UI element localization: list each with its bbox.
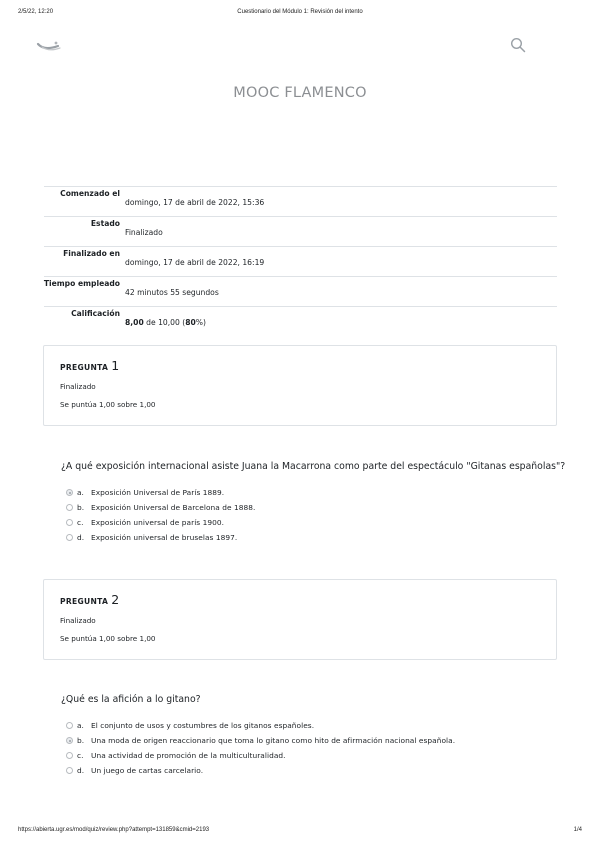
- started-label: Comenzado el: [60, 189, 120, 198]
- course-title: MOOC FLAMENCO: [233, 85, 367, 101]
- answer-text: Exposición universal de bruselas 1897.: [91, 533, 238, 542]
- finished-value: domingo, 17 de abril de 2022, 16:19: [125, 258, 265, 267]
- answer-text: Un juego de cartas carcelario.: [91, 766, 204, 775]
- answer-letter: a.: [77, 488, 84, 497]
- answer-text: Exposición Universal de Barcelona de 1888.: [91, 503, 256, 512]
- print-header: [18, 9, 582, 19]
- summary-row-started: [44, 187, 557, 217]
- question-label: PREGUNTA: [60, 597, 109, 606]
- question-info-box: [43, 345, 557, 426]
- answer-letter: d.: [77, 533, 85, 542]
- started-value: domingo, 17 de abril de 2022, 15:36: [125, 198, 265, 207]
- radio-button[interactable]: [66, 534, 73, 541]
- search-icon[interactable]: [510, 37, 526, 53]
- answer-letter: b.: [77, 736, 85, 745]
- question-text: ¿A qué exposición internacional asiste Juana la Macarrona como parte del espectáculo "Gitanas españolas"?: [61, 461, 566, 472]
- answer-text: Una moda de origen reaccionario que toma lo gitano como hito de afirmación nacional española.: [91, 736, 456, 745]
- question-number: [60, 592, 120, 607]
- summary-row-time: [44, 277, 557, 307]
- answer-letter: c.: [77, 751, 84, 760]
- attempt-summary-table: [44, 186, 557, 337]
- finished-label: Finalizado en: [63, 249, 120, 258]
- radio-button[interactable]: [66, 519, 73, 526]
- question-grade: Se puntúa 1,00 sobre 1,00: [60, 634, 156, 643]
- state-label: Estado: [90, 219, 120, 228]
- summary-row-state: [44, 217, 557, 247]
- grade-score: 8,00: [125, 318, 144, 327]
- question-state: Finalizado: [60, 382, 96, 391]
- print-title: Cuestionario del Módulo 1: Revisión del intento: [237, 9, 363, 15]
- state-value: Finalizado: [125, 228, 163, 237]
- grade-mid: de 10,00 (: [143, 318, 186, 327]
- time-value: 42 minutos 55 segundos: [125, 288, 219, 297]
- answer-letter: c.: [77, 518, 84, 527]
- question-number: [60, 358, 120, 373]
- answer-text: Una actividad de promoción de la multiculturalidad.: [91, 751, 286, 760]
- radio-button[interactable]: [66, 752, 73, 759]
- question-num: 1: [111, 358, 120, 373]
- answer-text: Exposición universal de parís 1900.: [91, 518, 225, 527]
- answer-letter: b.: [77, 503, 85, 512]
- radio-button[interactable]: [66, 722, 73, 729]
- question-state: Finalizado: [60, 616, 96, 625]
- answer-letter: d.: [77, 766, 85, 775]
- print-url: https://abierta.ugr.es/mod/quiz/review.php?attempt=131859&cmid=2193: [18, 827, 210, 833]
- grade-end: %): [195, 318, 206, 327]
- grade-percent: 80: [185, 318, 196, 327]
- print-date: 2/5/22, 12:20: [18, 9, 54, 15]
- answer-letter: a.: [77, 721, 84, 730]
- logo-icon[interactable]: [36, 38, 62, 54]
- radio-button[interactable]: [66, 737, 73, 744]
- question-grade: Se puntúa 1,00 sobre 1,00: [60, 400, 156, 409]
- time-label: Tiempo empleado: [43, 279, 120, 288]
- question-num: 2: [111, 592, 120, 607]
- radio-button[interactable]: [66, 767, 73, 774]
- summary-row-finished: [44, 247, 557, 277]
- print-page-number: 1/4: [573, 827, 582, 833]
- answer-text: Exposición Universal de París 1889.: [91, 488, 225, 497]
- grade-value: [125, 318, 206, 327]
- radio-button[interactable]: [66, 504, 73, 511]
- radio-button[interactable]: [66, 489, 73, 496]
- answer-text: El conjunto de usos y costumbres de los gitanos españoles.: [91, 721, 315, 730]
- summary-row-grade: [44, 307, 557, 337]
- print-footer: [18, 827, 582, 837]
- question-label: PREGUNTA: [60, 363, 109, 372]
- question-info-box: [43, 579, 557, 660]
- question-text: ¿Qué es la afición a lo gitano?: [61, 694, 201, 705]
- grade-label: Calificación: [71, 309, 120, 318]
